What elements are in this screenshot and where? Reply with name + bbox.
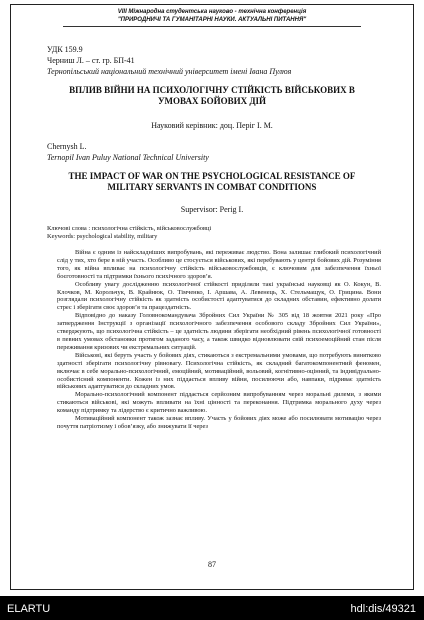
paragraph-6: Мотиваційний компонент також зазнає впливу. Участь у бойових діях може або посилювати мотивацію через почуття патріотизму і обов’язку, або знижувати її через [57, 415, 381, 430]
paragraph-4: Військові, які беруть участь у бойових діях, стикаються з екстремальними умовами, що потребують винятково здатності зберігати психологічну рівновагу. Психологічна стійкість, як складний багатокомпонентний феномен, включає в себе морально-психологічний, емоційний, мотиваційний, вольовий, когнітивно-оцінний, та індивідуально-особистісний компоненти. Кожен із них піддається впливу війни, посилюючи або, навпаки, підриває здатність військових адаптуватися до складних умов. [57, 351, 381, 391]
affiliation-en: Ternopil Ivan Puluy National Technical University [47, 153, 209, 162]
paragraph-1: Війна є одним із найскладніших випробувань, які переживає людство. Вона залишає глибокий психологічний слід у тих, хто бере в ній участь. Особливо це стосується військових, які перебувають у центрі бойових дій. Розуміння того, як війна впливає на психологічну стійкість військовослужбовців, є ключовим для забезпечення їхньої боєготовності та підтримки їхнього психічного здоров’я. [57, 249, 381, 280]
title-ua-line1: ВПЛИВ ВІЙНИ НА ПСИХОЛОГІЧНУ СТІЙКІСТЬ ВІЙСЬКОВИХ В [69, 85, 355, 95]
page-number: 87 [208, 560, 216, 569]
header-divider [63, 26, 361, 27]
handle-id: hdl:dis/49321 [350, 603, 416, 615]
supervisor-en: Supervisor: Perig I. [180, 205, 244, 214]
keywords-en: Keywords: psychological stability, military [47, 233, 158, 240]
title-en [11, 171, 413, 192]
author-ua: Черниш Л. – ст. гр. БП-41 [47, 56, 135, 65]
paragraph-5: Морально-психологічний компонент піддається серйозним випробуванням через моральні дилеми, з якими стикаються військові, які можуть впливати на їхні цінності та переконання. Підтримка морального духу через команду підтримку та лідерство є критично важливою. [57, 391, 381, 415]
article-body [57, 249, 381, 431]
conference-header-line2: "ПРИРОДНИЧІ ТА ГУМАНІТАРНІ НАУКИ. АКТУАЛЬНІ ПИТАННЯ" [117, 16, 307, 23]
repository-name: ELARTU [7, 603, 51, 615]
title-en-line1: THE IMPACT OF WAR ON THE PSYCHOLOGICAL RESISTANCE OF [68, 171, 356, 181]
title-en-line2: MILITARY SERVANTS IN COMBAT CONDITIONS [107, 181, 317, 192]
conference-header-line1: VIII Міжнародна студентська науково - технічна конференція [117, 9, 307, 15]
author-en: Chernysh L. [47, 142, 87, 151]
repository-footer [0, 596, 424, 620]
paragraph-2: Особливу увагу дослідженню психологічної стійкості приділяли такі українські науковці як О. Кокун, В. Клочков, М. Корольчук, В. Крайнюк, О. Тімченко, І. Аршава, А. Левенець, Х. Стельмащук, О. Грицина. Вони розглядали психологічну стійкість як здатність особистості адаптуватися до складних обставин, ефективно долати стрес і зберігати своє здоров’я та працездатність. [57, 280, 381, 312]
udk-code: УДК 159.9 [47, 45, 83, 54]
conference-header [11, 9, 413, 24]
title-ua-line2: УМОВАХ БОЙОВИХ ДІЙ [157, 95, 267, 106]
affiliation-ua: Тернопільський національний технічний університет імені Івана Пулюя [47, 67, 292, 76]
paragraph-3: Відповідно до наказу Головнокомандувача Збройних Сил України № 305 від 18 жовтня 2021 року «Про затвердження Інструкції з організації психологічного забезпечення особового складу Збройних Сил України», стверджують, що психологічна стійкість – це здатність людини зберігати необхідний рівень психологічної готовності в певних умовах обстановки протягом заданого часу, а також швидко відновлювати свій психоемоційний стан після переживання кризових чи екстремальних ситуацій. [57, 312, 381, 351]
keywords-ua: Ключові слова : психологічна стійкість, військовослужбовці [47, 225, 212, 232]
paper-page [10, 4, 414, 590]
title-ua [11, 85, 413, 106]
supervisor-ua: Науковий керівник: доц. Періг І. М. [151, 121, 273, 130]
